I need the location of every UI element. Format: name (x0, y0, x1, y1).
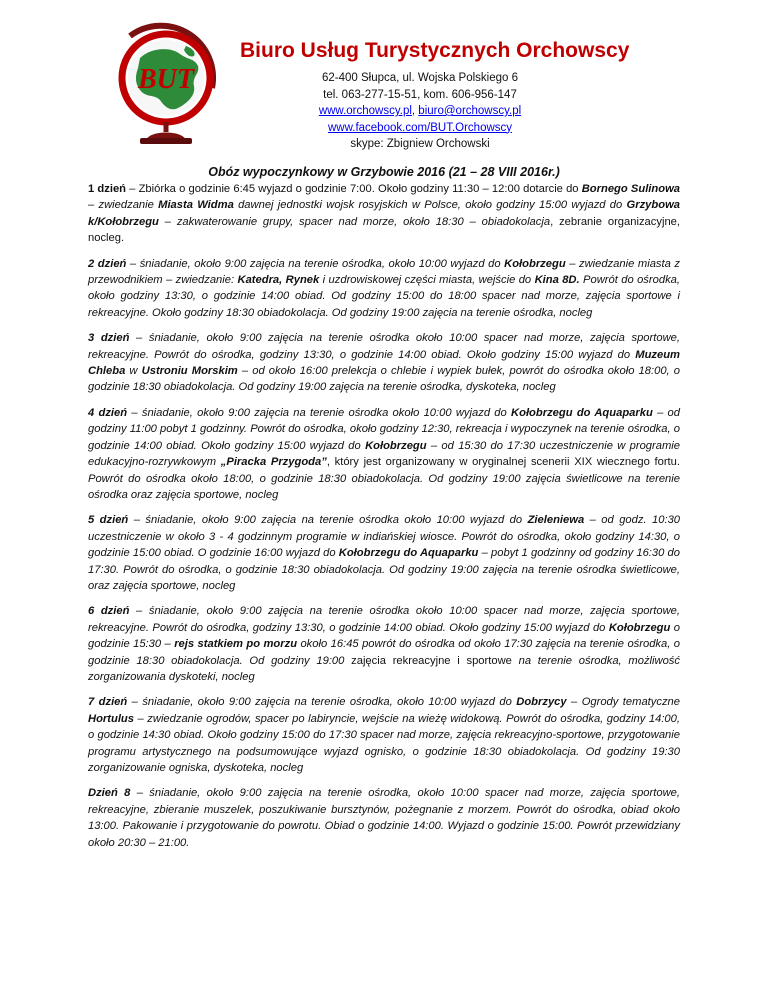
highlight-text: 3 dzień (88, 332, 130, 345)
body-text: zajęcia rekreacyjne i sportowe (351, 654, 519, 667)
day-paragraph (88, 512, 680, 594)
body-text: – zwiedzanie miasta z przewodnikiem – zwiedzanie: (88, 257, 680, 287)
website-link[interactable]: www.orchowscy.pl (318, 105, 412, 117)
contact-links (240, 103, 600, 120)
highlight-text: Dzień 8 (88, 787, 131, 800)
body-text: – od godz. 10:30 uczestniczenie w około 3 - 4 godzinnym programie w indiańskiej wiosce. Powrót do ośrodka, około godziny 14:30, o godzinie 15:00 obiad. O godzinie 16:00 wyjazd do (88, 514, 681, 560)
highlight-text: Kołobrzegu do Aquaparku (511, 406, 653, 419)
highlight-text: Bornego Sulinowa (581, 183, 680, 195)
skype-contact: skype: Zbigniew Orchowski (350, 138, 490, 150)
body-text: Powrót do ośrodka, około godziny 13:30, o godzinie 14:00 obiad. Od godziny 15:00 do 18:00 spacer nad morze, zajęcia sportowe i rekreacyjne. Około godziny 18:30 obiadokolacja. Od godziny 19:00 zajęcia na terenie ośrodka, nocleg (88, 274, 680, 319)
highlight-text: Kina 8D. (534, 274, 580, 287)
body-text: – śniadanie, około 9:00 zajęcia na terenie ośrodka, około 10:00 wyjazd do (126, 257, 505, 270)
document-title: Obóz wypoczynkowy w Grzybowie 2016 (21 – 28 VIII 2016r.) (208, 165, 560, 179)
day-paragraph (88, 603, 680, 685)
body-text: – zwiedzanie ogrodów, spacer po labiryncie, wejście na wieżę widokową. Powrót do ośrodka, godziny 14:00, o godzinie 14:30 obiad. Około godziny 15:00 do 17:30 spacer nad morze, zajęcia rekreacyjno-sportowe, przygotowanie programu artystycznego na podsumowujące wyjazd ognisko, o godzinie 18:30 obiadokolacja. Od godziny 19:30 zorganizowanie ogniska, dyskoteka, nocleg (88, 712, 680, 774)
body-text: , zebranie organizacyjne, nocleg. (88, 215, 680, 245)
highlight-text: Katedra, Rynek (237, 274, 320, 287)
highlight-text: Hortulus (88, 712, 134, 725)
highlight-text: 5 dzień (88, 514, 129, 527)
highlight-text: Ustroniu Morskim (141, 365, 238, 378)
logo-text: BUT (138, 64, 194, 95)
highlight-text: Dobrzycy (516, 696, 567, 709)
body-text: – zakwaterowanie grupy, spacer nad morze, około 18:30 – obiadokolacja (158, 215, 551, 228)
body-text: – śniadanie, około 9:00 zajęcia na terenie ośrodka, około 10:00 spacer nad morze, zajęcia sportowe, rekreacyjne, zbieranie muszelek, poszukiwanie bursztynów, pożegnanie z morzem. Powrót do ośrodka, obiad około 13:00. Pakowanie i przygotowanie do powrotu. Obiad o godzinie 14:00. Wyjazd o godzinie 15:00. Powrót przewidziany około 20:30 – 21:00. (88, 787, 680, 849)
body-text: – Ogrody tematyczne (566, 696, 681, 709)
highlight-text: 1 dzień (88, 183, 126, 195)
highlight-text: 6 dzień (88, 605, 130, 618)
body-text: – śniadanie, około 9:00 zajęcia na terenie ośrodka około 10:00 spacer nad morze, zajęcia sportowe, rekreacyjne. Powrót do ośrodka, godziny 13:30, o godzinie 14:00 obiad. Około godziny 15:00 wyjazd do (88, 605, 680, 634)
day-paragraph (88, 405, 680, 503)
body-text: – zwiedzanie (88, 199, 159, 212)
highlight-text: Zieleniewa (527, 514, 585, 527)
day-paragraph (88, 256, 680, 322)
highlight-text: 7 dzień (88, 696, 128, 709)
highlight-text: Kołobrzegu (365, 439, 427, 452)
body-text: – pobyt 1 godzinny od godziny 16:30 do 17:30. Powrót do ośrodka, o godzinie 18:30 obiadokolacja. Od godziny 19:00 zajęcia na terenie ośrodka świetlicowe, oraz zajęcia sportowe, nocleg (88, 547, 681, 592)
company-address: 62-400 Słupca, ul. Wojska Polskiego 6 (321, 72, 519, 84)
company-header (240, 38, 630, 153)
body-text: około 16:45 powrót do ośrodka od około 17:30 zajęcia na terenie ośrodka, o godzinie 18:30 obiadokolacja. Od godziny 19:00 (88, 638, 681, 667)
company-name: Biuro Usług Turystycznych Orchowscy (240, 39, 630, 62)
highlight-text: 4 dzień (88, 406, 128, 419)
body-text: o godzinie 15:30 – (88, 621, 680, 651)
highlight-text: Kołobrzegu (608, 621, 671, 634)
day-paragraph (88, 330, 680, 396)
facebook-link[interactable]: www.facebook.com/BUT.Orchowscy (327, 121, 513, 134)
itinerary (88, 181, 680, 860)
body-text: , który jest organizowany w oryginalnej scenerii XIX wiecznego fortu. (326, 456, 680, 469)
body-text: – od 15:30 do 17:30 uczestniczenie w programie edukacyjno-rozrywkowym (88, 439, 680, 469)
highlight-text: Kołobrzegu (504, 257, 566, 270)
highlight-text: 2 dzień (88, 257, 127, 270)
body-text: – śniadanie, około 9:00 zajęcia na terenie ośrodka, około 10:00 wyjazd do (127, 696, 517, 709)
body-text: – od około 16:00 prelekcja o chlebie i wypiek bułek, powrót do ośrodka około 18:00, o godzinie 18:30 obiadokolacja. Od godziny 19:00 zajęcia na terenie ośrodka, dyskoteka, nocleg (88, 365, 681, 394)
highlight-text: „Piracka Przygoda” (220, 456, 327, 469)
day-paragraph (88, 785, 680, 851)
highlight-text: Grzybowa k/Kołobrzegu (88, 199, 680, 228)
globe-logo-icon (110, 14, 226, 150)
body-text: – od godziny 11:00 pobyt 1 godzinny. Powrót do ośrodka, około godziny 12:30, rekreacja i wypoczynek na terenie ośrodka, o godzinie 14:00 obiad. Około godziny 15:00 wyjazd do (88, 406, 681, 452)
highlight-text: rejs statkiem po morzu (174, 638, 298, 651)
email-link[interactable]: biuro@orchowscy.pl (418, 105, 522, 117)
body-text: i uzdrowiskowej części miasta, wejście do (319, 274, 535, 287)
body-text: w (125, 365, 142, 378)
body-text: Powrót do ośrodka około 18:00, o godzinie 18:30 obiadokolacja. Od godziny 19:00 zajęcia świetlicowe na terenie ośrodka oraz zajęcia sportowe, nocleg (88, 472, 680, 501)
facebook-line (240, 120, 600, 137)
highlight-text: Miasta Widma (158, 199, 234, 212)
body-text: – śniadanie, około 9:00 zajęcia na terenie ośrodka około 10:00 spacer nad morze, zajęcia sportowe, rekreacyjne. Powrót do ośrodka, godziny 13:30, o godzinie 14:00 obiad. Około godziny 15:00 wyjazd do (88, 332, 680, 361)
body-text: dawnej jednostki wojsk rosyjskich w Polsce, około godziny 15:00 wyjazd do (233, 199, 627, 212)
body-text: na terenie ośrodka, możliwość zorganizowania dyskoteki, nocleg (88, 654, 680, 683)
day-paragraph (88, 694, 680, 776)
company-phone: tel. 063-277-15-51, kom. 606-956-147 (323, 88, 517, 101)
day-paragraph (88, 181, 680, 247)
body-text: – Zbiórka o godzinie 6:45 wyjazd o godzinie 7:00. Około godziny 11:30 – 12:00 dotarcie do (126, 183, 582, 195)
link-separator: , (411, 105, 419, 117)
highlight-text: Muzeum Chleba (88, 348, 680, 378)
body-text: – śniadanie, około 9:00 zajęcia na terenie ośrodka około 10:00 wyjazd do (127, 406, 512, 419)
highlight-text: Kołobrzegu do Aquaparku (338, 547, 479, 560)
body-text: – śniadanie, około 9:00 zajęcia na terenie ośrodka około 10:00 wyjazd do (128, 514, 528, 527)
